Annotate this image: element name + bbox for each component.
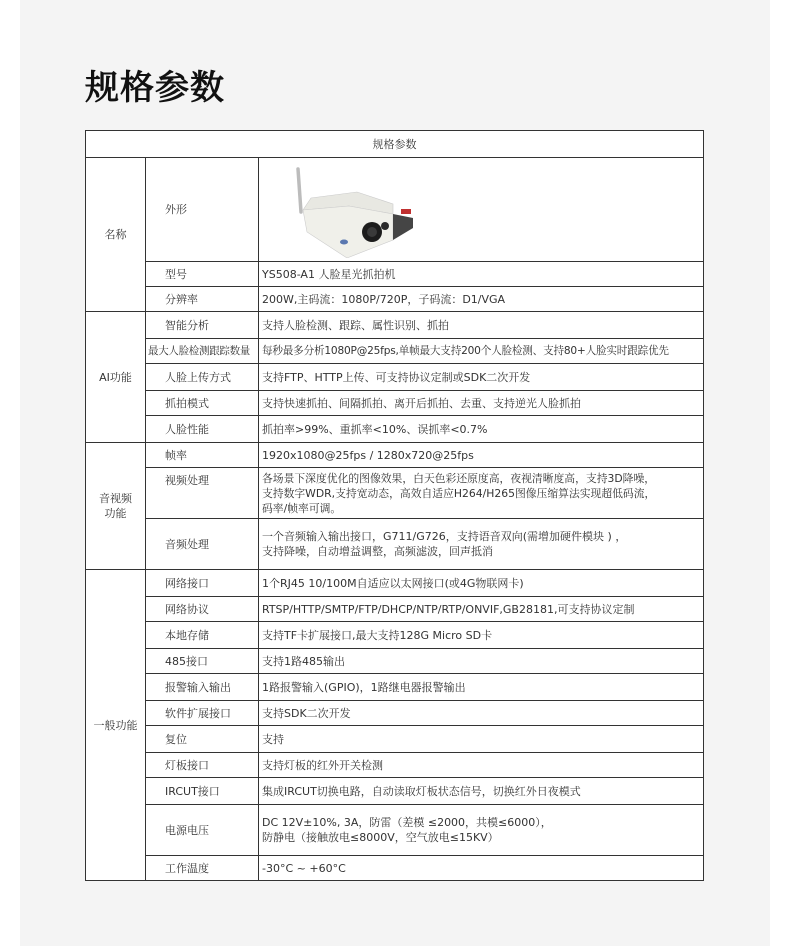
page-title: 规格参数	[85, 68, 225, 108]
spec-table	[85, 130, 704, 881]
value-cell	[259, 805, 704, 856]
table-row	[86, 519, 704, 570]
value-cell: -30°C ~ +60°C	[259, 856, 704, 881]
feature-cell: 报警输入输出	[146, 674, 259, 701]
table-row	[86, 158, 704, 262]
value-cell: 1路报警输入(GPIO)，1路继电器报警输出	[259, 674, 704, 701]
value-cell: 支持TF卡扩展接口,最大支持128G Micro SD卡	[259, 622, 704, 649]
feature-cell: 外形	[146, 158, 259, 262]
feature-cell: 抓拍模式	[146, 391, 259, 416]
table-row	[86, 701, 704, 726]
table-header: 规格参数	[86, 131, 704, 158]
value-line: DC 12V±10%, 3A，防雷（差模 ≤2000，共模≤6000），	[262, 816, 552, 829]
category-cell: 名称	[86, 158, 146, 312]
category-line: 音视频	[99, 492, 132, 505]
feature-cell: 软件扩展接口	[146, 701, 259, 726]
category-cell: AI功能	[86, 312, 146, 443]
table-row	[86, 674, 704, 701]
value-cell: 支持	[259, 726, 704, 753]
value-cell: 每秒最多分析1080P@25fps,单帧最大支持200个人脸检测、支持80+人脸实时跟踪优先	[259, 339, 704, 364]
category-line: 功能	[104, 507, 127, 520]
table-row	[86, 570, 704, 597]
table-row	[86, 856, 704, 881]
table-row	[86, 364, 704, 391]
table-row	[86, 287, 704, 312]
feature-cell: 型号	[146, 262, 259, 287]
feature-cell: IRCUT接口	[146, 778, 259, 805]
value-line: 一个音频输入输出接口，G711/G726，支持语音双向(需增加硬件模块 ) ，	[262, 530, 627, 543]
feature-cell: 灯板接口	[146, 753, 259, 778]
feature-cell: 最大人脸检测跟踪数量	[146, 339, 259, 364]
table-row	[86, 312, 704, 339]
value-cell: 支持FTP、HTTP上传、可支持协议定制或SDK二次开发	[259, 364, 704, 391]
table-row	[86, 391, 704, 416]
camera-image-cell	[259, 158, 704, 262]
value-cell: 支持SDK二次开发	[259, 701, 704, 726]
value-cell: 支持灯板的红外开关检测	[259, 753, 704, 778]
table-row	[86, 597, 704, 622]
camera-image	[289, 162, 429, 258]
value-line: 各场景下深度优化的图像效果，白天色彩还原度高，夜视清晰度高，支持3D降噪，	[262, 471, 656, 485]
value-cell: 200W,主码流：1080P/720P，子码流：D1/VGA	[259, 287, 704, 312]
table-row	[86, 805, 704, 856]
table-row	[86, 443, 704, 468]
feature-cell: 人脸上传方式	[146, 364, 259, 391]
value-cell: 集成IRCUT切换电路，自动读取灯板状态信号，切换红外日夜模式	[259, 778, 704, 805]
value-cell: RTSP/HTTP/SMTP/FTP/DHCP/NTP/RTP/ONVIF,GB28181,可支持协议定制	[259, 597, 704, 622]
table-row	[86, 468, 704, 519]
value-line: 支持降噪，自动增益调整，高频滤波，回声抵消	[262, 545, 493, 558]
value-line: 防静电（接触放电≤8000V，空气放电≤15KV）	[262, 831, 499, 844]
value-cell: 支持1路485输出	[259, 649, 704, 674]
feature-cell: 电源电压	[146, 805, 259, 856]
feature-cell: 帧率	[146, 443, 259, 468]
table-row	[86, 262, 704, 287]
table-row	[86, 726, 704, 753]
feature-cell: 本地存储	[146, 622, 259, 649]
feature-cell: 网络协议	[146, 597, 259, 622]
value-cell	[259, 468, 704, 519]
value-cell: 支持人脸检测、跟踪、属性识别、抓拍	[259, 312, 704, 339]
table-row	[86, 622, 704, 649]
feature-cell: 复位	[146, 726, 259, 753]
category-cell	[86, 443, 146, 570]
value-line: 支持数字WDR,支持宽动态，高效自适应H264/H265图像压缩算法实现超低码流，	[262, 486, 656, 500]
feature-cell: 人脸性能	[146, 416, 259, 443]
value-cell: 支持快速抓拍、间隔抓拍、离开后抓拍、去重、支持逆光人脸抓拍	[259, 391, 704, 416]
table-row	[86, 778, 704, 805]
category-cell: 一般功能	[86, 570, 146, 881]
feature-cell: 工作温度	[146, 856, 259, 881]
table-row	[86, 753, 704, 778]
feature-cell: 485接口	[146, 649, 259, 674]
value-cell: YS508-A1 人脸星光抓拍机	[259, 262, 704, 287]
table-row	[86, 649, 704, 674]
value-cell: 1个RJ45 10/100M自适应以太网接口(或4G物联网卡)	[259, 570, 704, 597]
table-row	[86, 416, 704, 443]
feature-cell: 分辨率	[146, 287, 259, 312]
feature-cell: 网络接口	[146, 570, 259, 597]
feature-cell: 智能分析	[146, 312, 259, 339]
value-cell: 抓拍率>99%、重抓率<10%、误抓率<0.7%	[259, 416, 704, 443]
value-line: 码率/帧率可调。	[262, 501, 342, 515]
value-cell: 1920x1080@25fps / 1280x720@25fps	[259, 443, 704, 468]
feature-cell: 视频处理	[146, 468, 259, 519]
table-row	[86, 339, 704, 364]
value-cell	[259, 519, 704, 570]
feature-cell: 音频处理	[146, 519, 259, 570]
